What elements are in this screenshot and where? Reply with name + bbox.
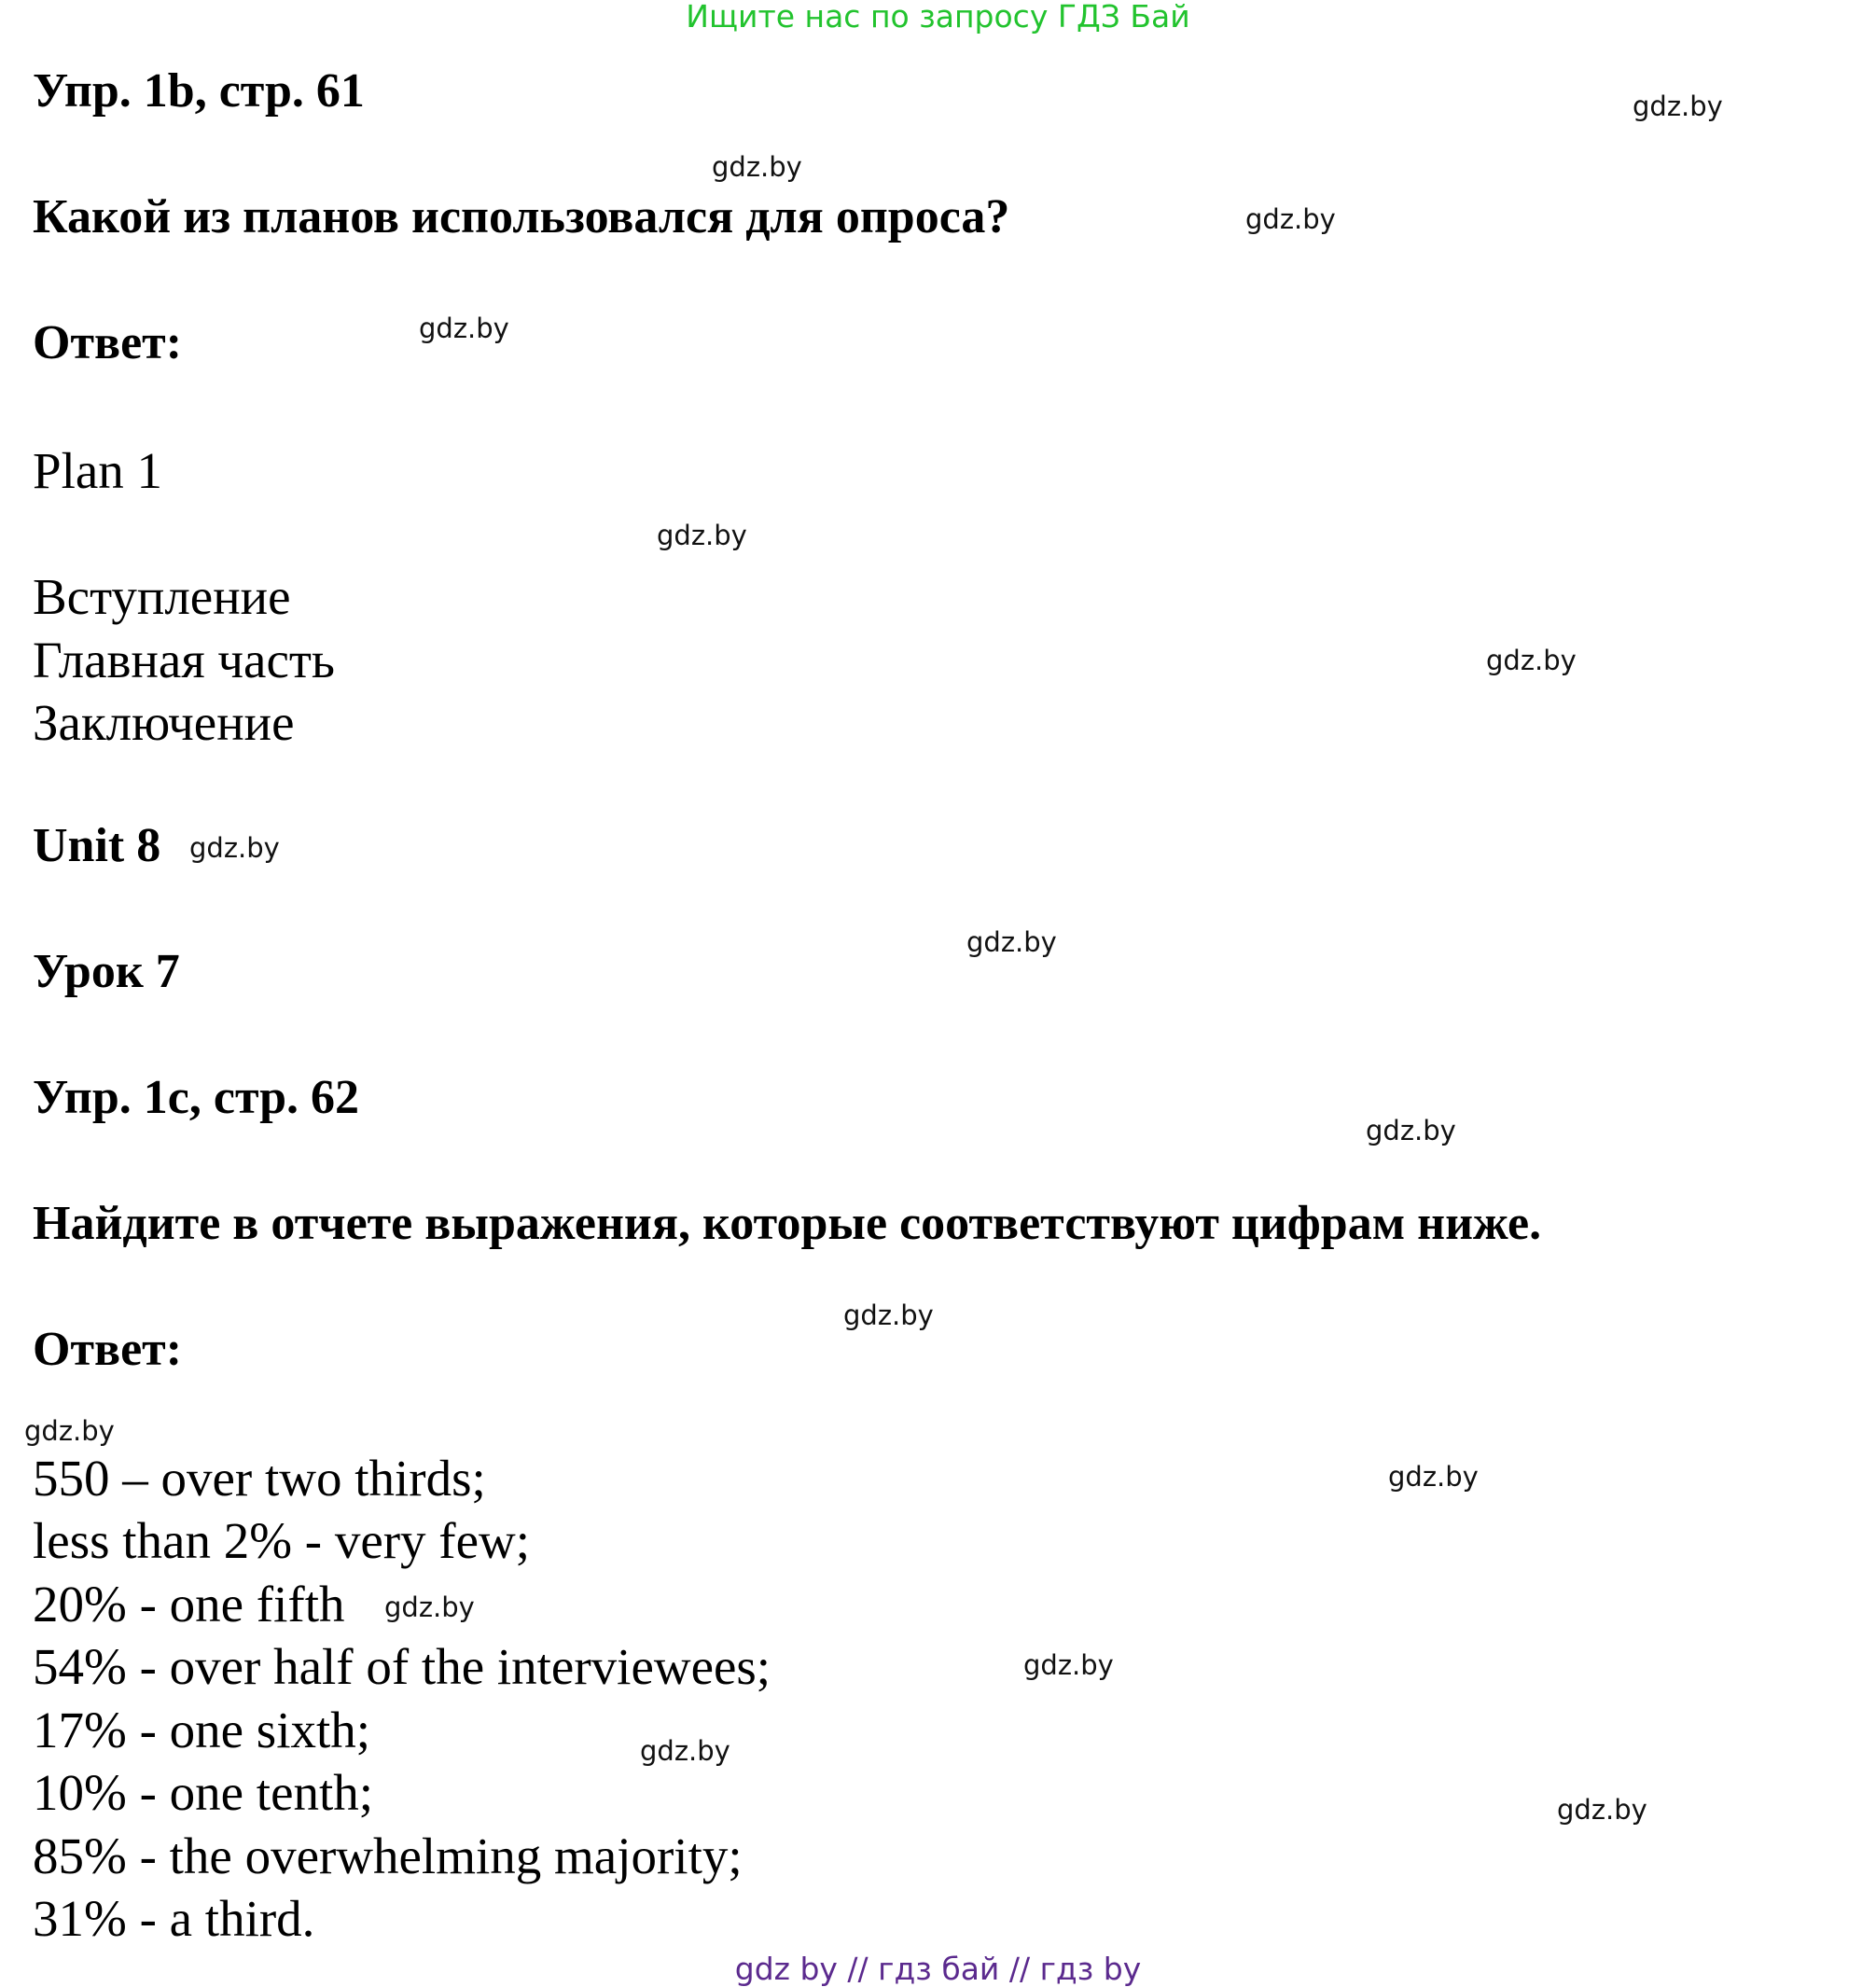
- watermark: gdz.by: [640, 1735, 730, 1767]
- plan-item-main: Главная часть: [33, 632, 335, 688]
- answer-line: 550 – over two thirds;: [33, 1450, 486, 1507]
- answer-line: 20% - one fifth: [33, 1576, 345, 1633]
- answer-line: 17% - one sixth;: [33, 1702, 371, 1758]
- watermark: gdz.by: [657, 520, 747, 551]
- plan-item-intro: Вступление: [33, 568, 291, 625]
- unit-title: Unit 8: [33, 819, 161, 872]
- watermark: gdz.by: [1486, 645, 1577, 676]
- answer-line: 85% - the overwhelming majority;: [33, 1827, 743, 1884]
- answer-label-1b: Ответ:: [33, 316, 183, 369]
- answer-label-1c: Ответ:: [33, 1323, 183, 1376]
- footer-site-links[interactable]: gdz by // гдз бай // гдз by: [734, 1951, 1142, 1987]
- exercise-title-1c: Упр. 1c, стр. 62: [33, 1071, 360, 1124]
- plan-answer: Plan 1: [33, 442, 163, 499]
- watermark: gdz.by: [1245, 203, 1336, 235]
- exercise-title-1b: Упр. 1b, стр. 61: [33, 64, 365, 118]
- answer-line: 31% - a third.: [33, 1890, 315, 1947]
- watermark: gdz.by: [1366, 1115, 1456, 1146]
- watermark: gdz.by: [1388, 1461, 1479, 1493]
- watermark: gdz.by: [419, 313, 509, 344]
- watermark: gdz.by: [843, 1299, 934, 1331]
- watermark: gdz.by: [1557, 1794, 1647, 1826]
- watermark: gdz.by: [189, 832, 280, 864]
- answer-line: 54% - over half of the interviewees;: [33, 1638, 771, 1695]
- plan-item-conclusion: Заключение: [33, 694, 295, 751]
- question-1b: Какой из планов использовался для опроса?: [33, 190, 1010, 243]
- answer-line: 10% - one tenth;: [33, 1764, 374, 1821]
- watermark: gdz.by: [966, 926, 1057, 958]
- watermark: gdz.by: [24, 1415, 115, 1447]
- watermark: gdz.by: [1023, 1649, 1114, 1681]
- lesson-title: Урок 7: [33, 945, 180, 998]
- answer-line: less than 2% - very few;: [33, 1512, 531, 1569]
- watermark: gdz.by: [1633, 90, 1723, 122]
- watermark: gdz.by: [712, 151, 802, 183]
- site-search-prompt[interactable]: Ищите нас по запросу ГДЗ Бай: [686, 0, 1190, 35]
- watermark: gdz.by: [384, 1591, 475, 1623]
- question-1c: Найдите в отчете выражения, которые соответствуют цифрам ниже.: [33, 1197, 1542, 1250]
